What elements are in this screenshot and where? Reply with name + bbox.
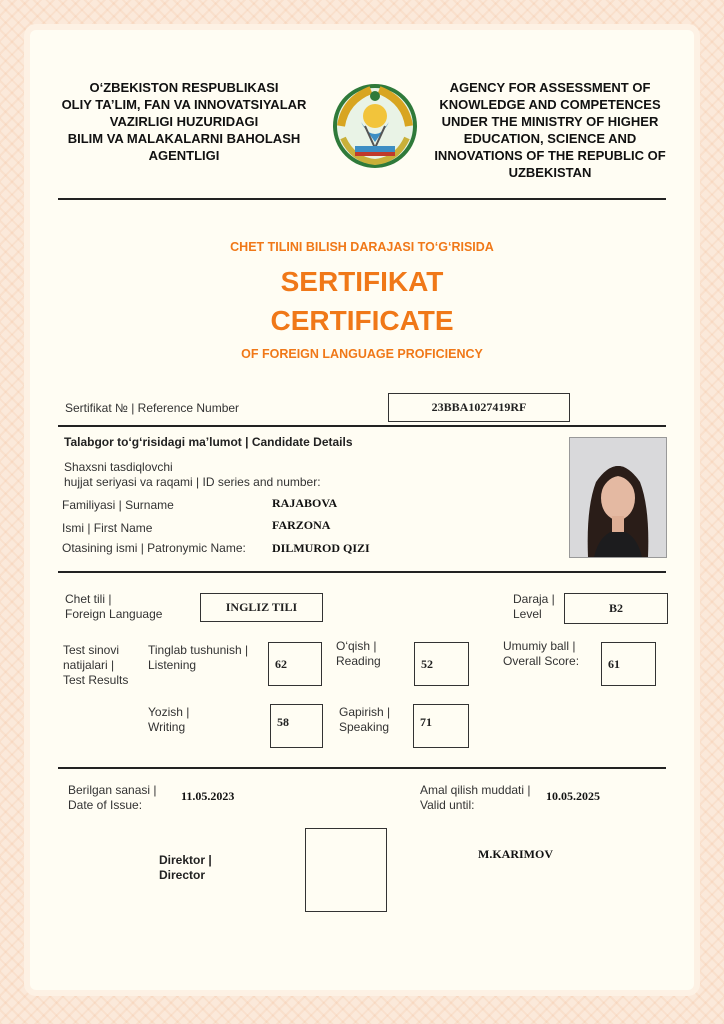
title-sub: OF FOREIGN LANGUAGE PROFICIENCY: [241, 347, 483, 361]
writing-label-line: Writing: [148, 720, 186, 734]
surname-label: Familiyasi | Surname: [62, 498, 174, 512]
results-label-line: Test sinovi: [63, 643, 120, 657]
director-label-line: Director: [159, 868, 206, 882]
divider: [58, 425, 666, 427]
director-name: M.KARIMOV: [478, 847, 553, 861]
first-name-value: FARZONA: [272, 518, 331, 532]
valid-until-value: 10.05.2025: [546, 789, 600, 803]
language-label-line: Foreign Language: [65, 607, 163, 621]
first-name-label: Ismi | First Name: [62, 521, 153, 535]
title-certificate: CERTIFICATE: [270, 305, 454, 336]
level-label-line: Daraja |: [513, 592, 555, 606]
overall-label-line: Umumiy ball |: [503, 639, 576, 653]
issue-date-label-line: Date of Issue:: [68, 798, 143, 812]
title-sertifikat: SERTIFIKAT: [280, 266, 444, 297]
header-en-line: KNOWLEDGE AND COMPETENCES: [439, 97, 661, 112]
divider: [58, 198, 666, 200]
reading-label: [336, 639, 381, 669]
level-label: [513, 592, 555, 622]
issue-date-label: [68, 783, 157, 813]
header-en-line: UNDER THE MINISTRY OF HIGHER: [441, 114, 659, 129]
reading-label-line: Reading: [336, 654, 381, 668]
director-label-line: Direktor |: [159, 853, 212, 867]
state-emblem-icon: [331, 82, 419, 170]
header-uz-line: AGENTLIGI: [148, 148, 220, 163]
director-label: [159, 853, 212, 883]
candidate-section-title: Talabgor to‘g‘risidagi ma’lumot | Candidate Details: [64, 435, 353, 449]
valid-until-label: [420, 783, 531, 813]
valid-until-label-line: Valid until:: [420, 798, 475, 812]
language-label-line: Chet tili |: [65, 592, 112, 606]
reference-number: 23BBA1027419RF: [388, 393, 570, 422]
header-uz-line: OLIY TA’LIM, FAN VA INNOVATSIYALAR: [61, 97, 307, 112]
speaking-label-line: Speaking: [339, 720, 390, 734]
listening-score: 62: [268, 642, 322, 686]
results-label-line: Test Results: [63, 673, 129, 687]
writing-score: 58: [270, 704, 323, 748]
header-en-line: INNOVATIONS OF THE REPUBLIC OF: [434, 148, 666, 163]
header-uz-line: BILIM VA MALAKALARNI BAHOLASH: [67, 131, 301, 146]
patronymic-label: Otasining ismi | Patronymic Name:: [62, 541, 246, 555]
surname-value: RAJABOVA: [272, 496, 338, 510]
valid-until-label-line: Amal qilish muddati |: [420, 783, 531, 797]
language-label: [65, 592, 162, 622]
header-en-line: EDUCATION, SCIENCE AND: [463, 131, 637, 146]
signature-box: [305, 828, 387, 912]
overall-label: [503, 639, 579, 669]
listening-label: [148, 643, 248, 673]
id-label-1: Shaxsni tasdiqlovchi: [64, 460, 173, 474]
writing-label-line: Yozish |: [148, 705, 190, 719]
reading-label-line: O‘qish |: [336, 639, 377, 653]
listening-label-line: Tinglab tushunish |: [148, 643, 249, 657]
reference-label: Sertifikat № | Reference Number: [65, 401, 240, 415]
speaking-label: [339, 705, 390, 735]
reading-score: 52: [414, 642, 469, 686]
divider: [58, 767, 666, 769]
header-uz: [48, 79, 320, 164]
title-pre: CHET TILINI BILISH DARAJASI TO‘G‘RISIDA: [230, 240, 494, 254]
level-value: B2: [564, 593, 668, 624]
writing-label: [148, 705, 189, 735]
speaking-label-line: Gapirish |: [339, 705, 391, 719]
overall-score: 61: [601, 642, 656, 686]
header-en-line: AGENCY FOR ASSESSMENT OF: [449, 80, 651, 95]
level-label-line: Level: [513, 607, 542, 621]
id-label-2: hujjat seriyasi va raqami | ID series and number:: [64, 475, 321, 489]
header-en-line: UZBEKISTAN: [508, 165, 592, 180]
results-label-line: natijalari |: [63, 658, 115, 672]
overall-label-line: Overall Score:: [503, 654, 580, 668]
patronymic-value: DILMUROD QIZI: [272, 541, 370, 555]
language-value: INGLIZ TILI: [200, 593, 323, 622]
candidate-photo: [569, 437, 667, 558]
header-uz-line: VAZIRLIGI HUZURIDAGI: [109, 114, 259, 129]
divider: [58, 571, 666, 573]
issue-date-label-line: Berilgan sanasi |: [68, 783, 157, 797]
header-uz-line: O‘ZBEKISTON RESPUBLIKASI: [89, 80, 279, 95]
issue-date-value: 11.05.2023: [181, 789, 235, 803]
speaking-score: 71: [413, 704, 469, 748]
results-label: [63, 643, 128, 688]
listening-label-line: Listening: [148, 658, 197, 672]
header-en: [420, 79, 680, 181]
